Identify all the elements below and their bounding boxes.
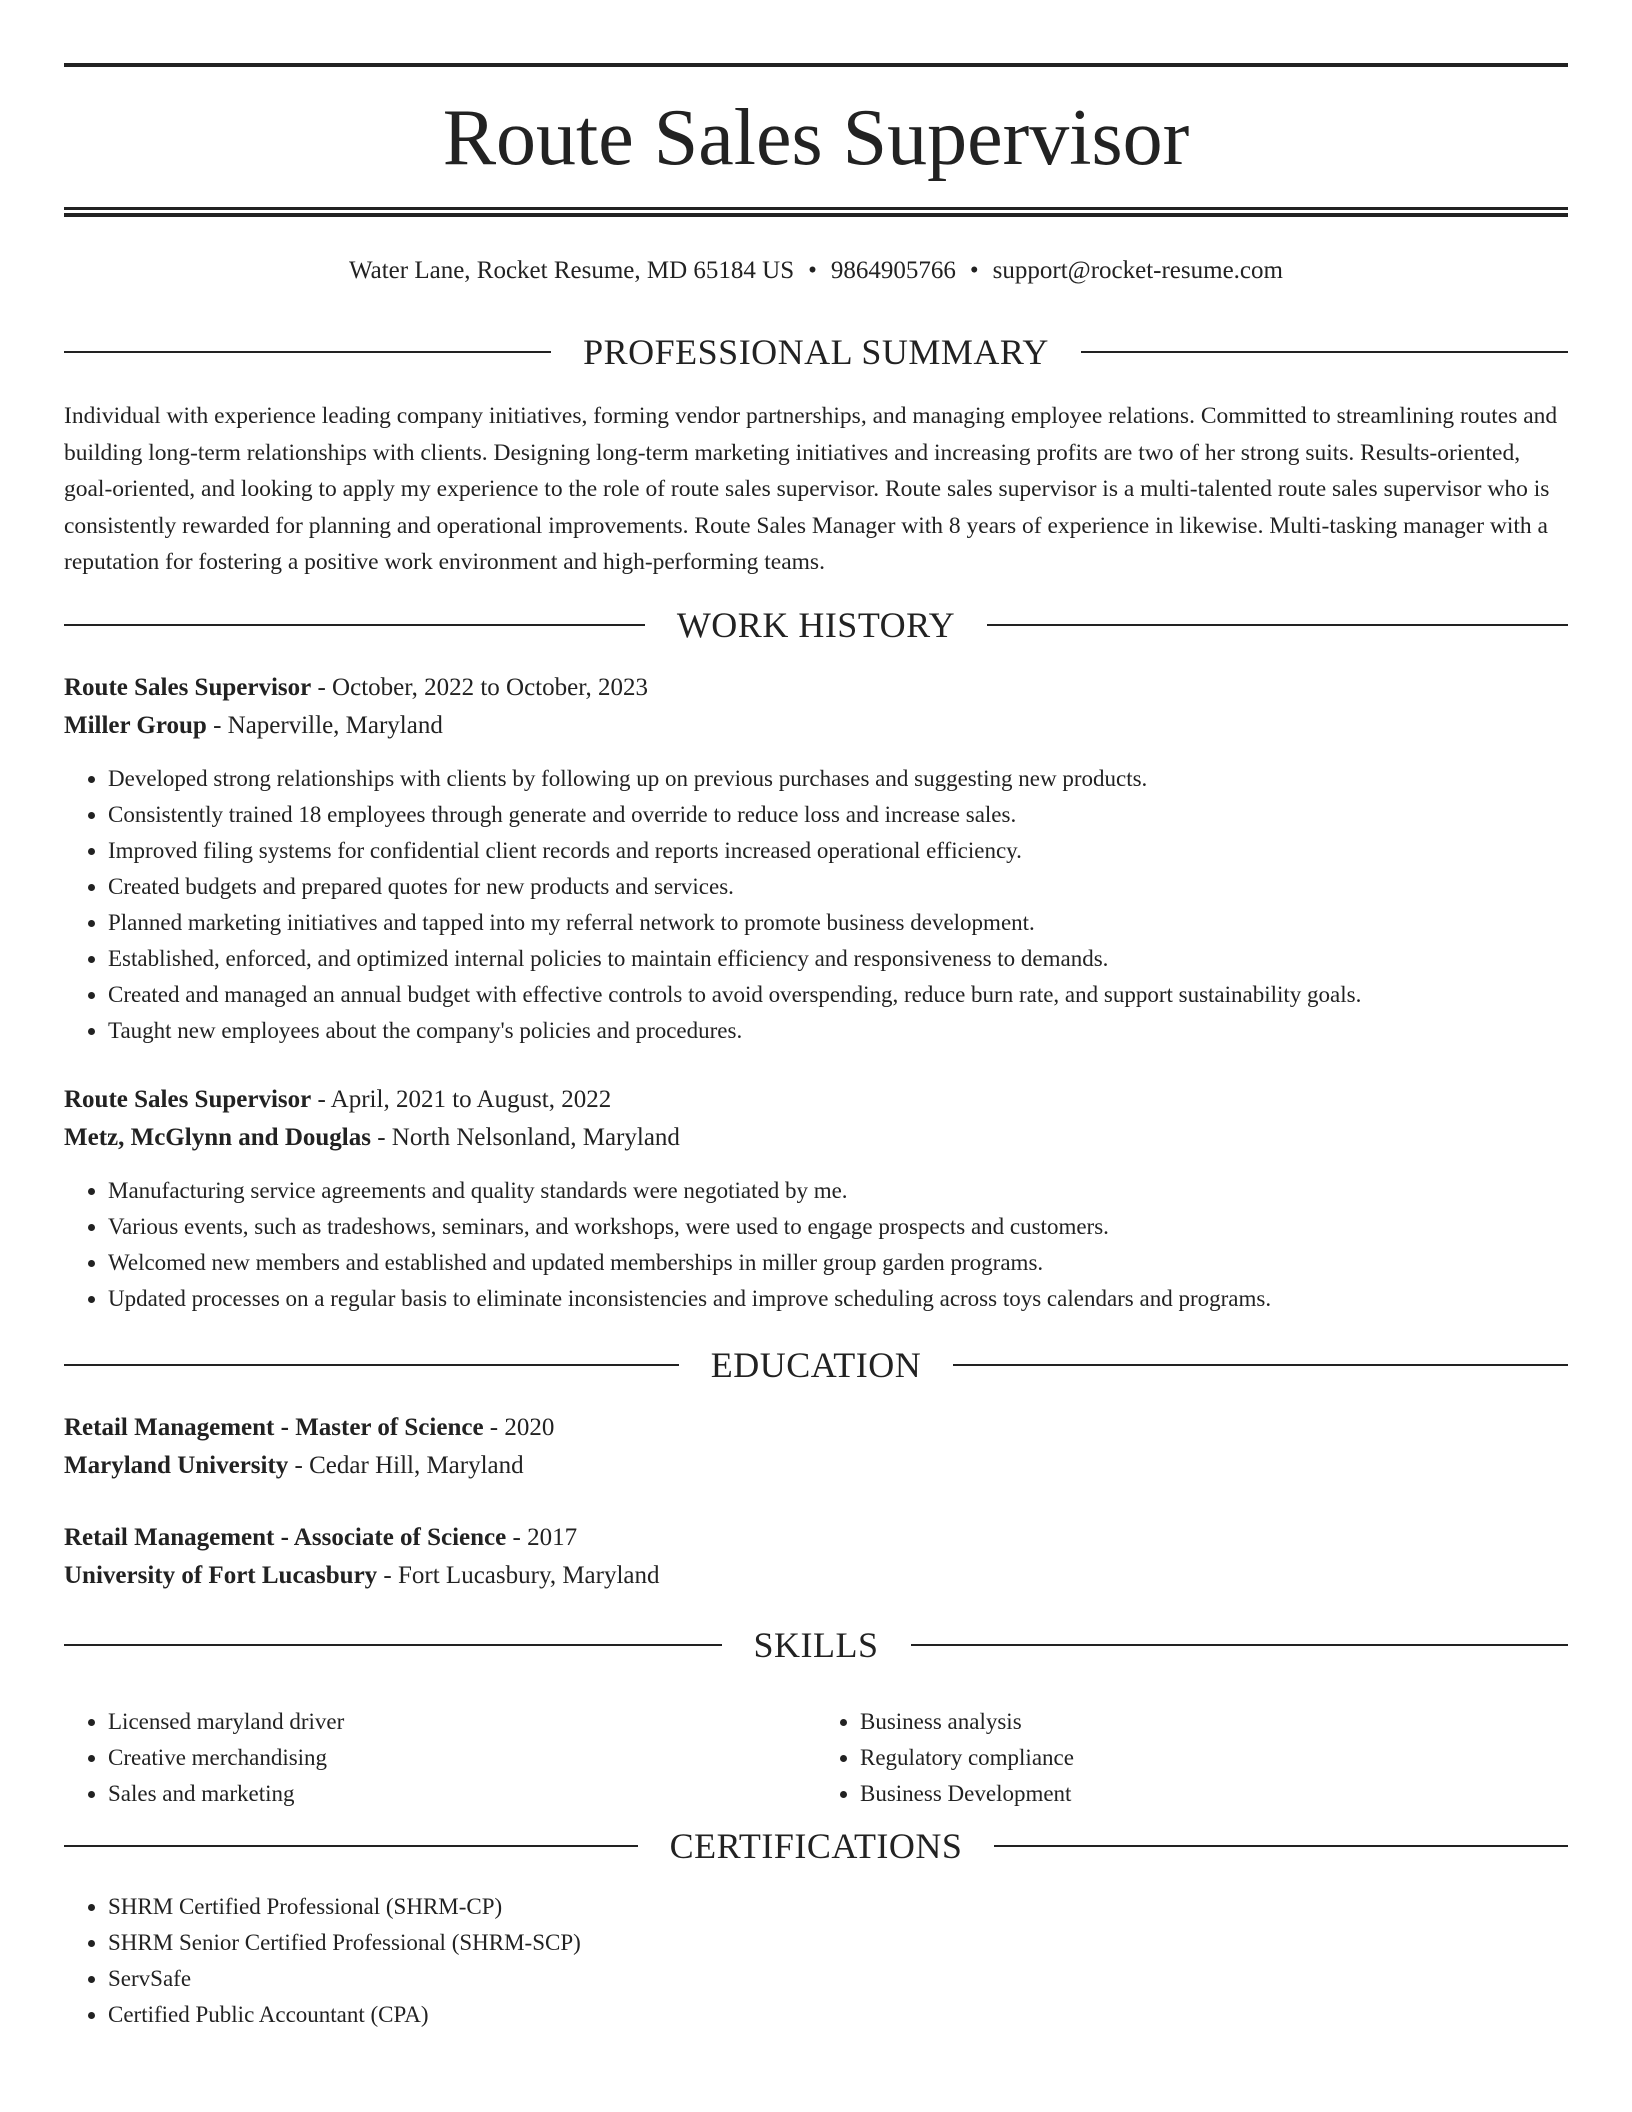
divider-line [994, 1845, 1568, 1847]
job-company: Miller Group [64, 712, 207, 739]
job-dates: - April, 2021 to August, 2022 [311, 1086, 612, 1113]
school-location: - Fort Lucasbury, Maryland [377, 1562, 660, 1589]
certification-item: • SHRM Senior Certified Professional (SHRM-SCP) [108, 1925, 1568, 1961]
divider-line [911, 1644, 1569, 1646]
degree-line [64, 1519, 1568, 1557]
section-title-education: EDUCATION [710, 1345, 922, 1385]
skill-item: • Business Development [860, 1776, 1568, 1812]
page-title: Route Sales Supervisor [442, 94, 1190, 182]
section-header-summary [64, 332, 1568, 372]
job-company-line [64, 707, 1568, 745]
list-item: • Created budgets and prepared quotes for new products and services. [108, 869, 1568, 905]
section-title-summary: PROFESSIONAL SUMMARY [583, 332, 1049, 372]
job-title: Route Sales Supervisor [64, 1086, 312, 1113]
school-location: - Cedar Hill, Maryland [288, 1452, 524, 1479]
list-item: • Taught new employees about the company's policies and procedures. [108, 1013, 1568, 1049]
contact-line [64, 255, 1568, 287]
list-item: • Consistently trained 18 employees through generate and override to reduce loss and increase sales. [108, 797, 1568, 833]
title-double-rule [64, 207, 1568, 217]
degree: Retail Management - Associate of Science [64, 1524, 507, 1551]
school: Maryland University [64, 1452, 289, 1479]
list-item: • Updated processes on a regular basis to eliminate inconsistencies and improve scheduling across toys calendars and programs. [108, 1281, 1568, 1317]
job-title: Route Sales Supervisor [64, 674, 312, 701]
contact-separator: • [808, 257, 817, 284]
job-location: - Naperville, Maryland [206, 712, 443, 739]
degree-line [64, 1409, 1568, 1447]
divider-line [953, 1364, 1568, 1366]
list-item: • Established, enforced, and optimized internal policies to maintain efficiency and responsiveness to demands. [108, 941, 1568, 977]
job-title-line [64, 669, 1568, 707]
skill-item: • Creative merchandising [108, 1740, 816, 1776]
section-title-certifications: CERTIFICATIONS [669, 1826, 963, 1866]
list-item: • Welcomed new members and established and updated memberships in miller group garden programs. [108, 1245, 1568, 1281]
list-item: • Planned marketing initiatives and tapped into my referral network to promote business development. [108, 905, 1568, 941]
list-item: • Manufacturing service agreements and quality standards were negotiated by me. [108, 1173, 1568, 1209]
section-header-certifications [64, 1826, 1568, 1866]
job-company: Metz, McGlynn and Douglas [64, 1124, 371, 1151]
section-title-skills: SKILLS [753, 1625, 879, 1665]
degree: Retail Management - Master of Science [64, 1414, 484, 1441]
contact-address: Water Lane, Rocket Resume, MD 65184 US [349, 257, 795, 284]
section-header-work [64, 605, 1568, 645]
divider-line [987, 624, 1568, 626]
list-item: • Developed strong relationships with clients by following up on previous purchases and suggesting new products. [108, 761, 1568, 797]
job-dates: - October, 2022 to October, 2023 [311, 674, 649, 701]
divider-line [64, 1364, 679, 1366]
contact-separator: • [969, 257, 979, 284]
skill-item: • Sales and marketing [108, 1776, 816, 1812]
job-1-bullets [64, 761, 1568, 1049]
section-header-skills [64, 1625, 1568, 1665]
divider-line [64, 624, 645, 626]
skill-item: • Business analysis [860, 1704, 1568, 1740]
certifications-list [64, 1889, 1568, 2033]
job-2-bullets [64, 1173, 1568, 1317]
skills-column-left [64, 1704, 816, 1812]
contact-email[interactable]: support@rocket-resume.com [992, 257, 1283, 284]
summary-text: Individual with experience leading company initiatives, forming vendor partnerships, and managing employee relations. Committed to streamlining routes and building long-term relationships with clients. Designing long-term marketing initiatives and increasing profits are two of her strong suits. Results-oriented, goal-oriented, and looking to apply my experience to the role of route sales supervisor. Route sales supervisor is a multi-talented route sales supervisor who is consistently rewarded for planning and operational improvements. Route Sales Manager with 8 years of experience in likewise. Multi-tasking manager with a reputation for fostering a positive work environment and high-performing teams. [64, 403, 1558, 575]
contact-phone[interactable]: 9864905766 [830, 257, 956, 284]
list-item: • Created and managed an annual budget with effective controls to avoid overspending, reduce burn rate, and support sustainability goals. [108, 977, 1568, 1013]
skills-list [64, 1704, 1568, 1812]
section-header-education [64, 1345, 1568, 1385]
job-company-line [64, 1119, 1568, 1157]
school-line [64, 1447, 1568, 1485]
certification-item: • Certified Public Accountant (CPA) [108, 1997, 1568, 2033]
degree-year: - 2017 [506, 1524, 578, 1551]
divider-line [64, 1644, 722, 1646]
degree-year: - 2020 [483, 1414, 555, 1441]
divider-line [1081, 351, 1568, 353]
certification-item: • ServSafe [108, 1961, 1568, 1997]
top-rule [64, 63, 1568, 67]
list-item: • Improved filing systems for confidential client records and reports increased operational efficiency. [108, 833, 1568, 869]
job-entry-1 [64, 669, 1568, 745]
divider-line [64, 1845, 638, 1847]
school-line [64, 1557, 1568, 1595]
list-item: • Various events, such as tradeshows, seminars, and workshops, were used to engage prospects and customers. [108, 1209, 1568, 1245]
education-entry-2 [64, 1519, 1568, 1595]
divider-line [64, 351, 551, 353]
section-title-work: WORK HISTORY [676, 605, 956, 645]
certification-item: • SHRM Certified Professional (SHRM-CP) [108, 1889, 1568, 1925]
skill-item: • Licensed maryland driver [108, 1704, 816, 1740]
skills-column-right [816, 1704, 1568, 1812]
skill-item: • Regulatory compliance [860, 1740, 1568, 1776]
school: University of Fort Lucasbury [64, 1562, 378, 1589]
job-title-line [64, 1081, 1568, 1119]
job-entry-2 [64, 1081, 1568, 1157]
education-entry-1 [64, 1409, 1568, 1485]
job-location: - North Nelsonland, Maryland [370, 1124, 680, 1151]
